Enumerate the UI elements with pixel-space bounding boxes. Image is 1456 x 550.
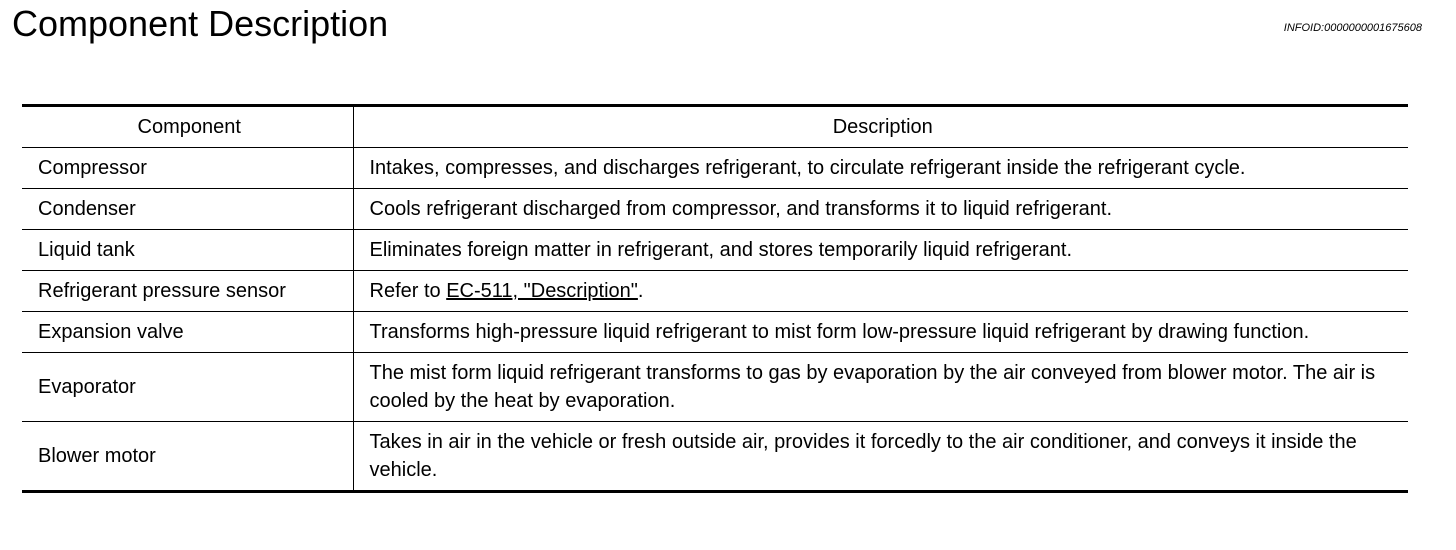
component-cell: Blower motor [22, 422, 353, 492]
description-cell: Intakes, compresses, and discharges refrigerant, to circulate refrigerant inside the refrigerant cycle. [353, 148, 1408, 189]
table-row [22, 312, 1408, 353]
description-prefix: Refer to [369, 280, 447, 302]
component-cell: Condenser [22, 189, 353, 230]
component-cell: Evaporator [22, 353, 353, 422]
table-row [22, 353, 1408, 422]
component-table [22, 104, 1408, 493]
column-header-component: Component [22, 106, 353, 148]
table-row [22, 271, 1408, 312]
description-cell: Eliminates foreign matter in refrigerant, and stores temporarily liquid refrigerant. [353, 230, 1408, 271]
description-cell: Cools refrigerant discharged from compressor, and transforms it to liquid refrigerant. [353, 189, 1408, 230]
component-cell: Liquid tank [22, 230, 353, 271]
description-cell: Transforms high-pressure liquid refrigerant to mist form low-pressure liquid refrigerant by drawing function. [353, 312, 1408, 353]
description-cell: Takes in air in the vehicle or fresh outside air, provides it forcedly to the air conditioner, and conveys it inside the vehicle. [353, 422, 1408, 492]
table-row [22, 189, 1408, 230]
component-cell: Expansion valve [22, 312, 353, 353]
table-row [22, 230, 1408, 271]
table-row [22, 148, 1408, 189]
component-cell: Refrigerant pressure sensor [22, 271, 353, 312]
column-header-description: Description [353, 106, 1408, 148]
description-cell [353, 271, 1408, 312]
description-cell: The mist form liquid refrigerant transforms to gas by evaporation by the air conveyed from blower motor. The air is cooled by the heat by evaporation. [353, 353, 1408, 422]
description-suffix: . [637, 280, 644, 302]
table-row [22, 422, 1408, 492]
table-header-row [22, 106, 1408, 148]
ec-511-description-link[interactable]: EC-511, "Description" [446, 280, 638, 302]
info-id: INFOID:0000000001675608 [1283, 22, 1422, 34]
page-title: Component Description [12, 3, 389, 44]
component-cell: Compressor [22, 148, 353, 189]
